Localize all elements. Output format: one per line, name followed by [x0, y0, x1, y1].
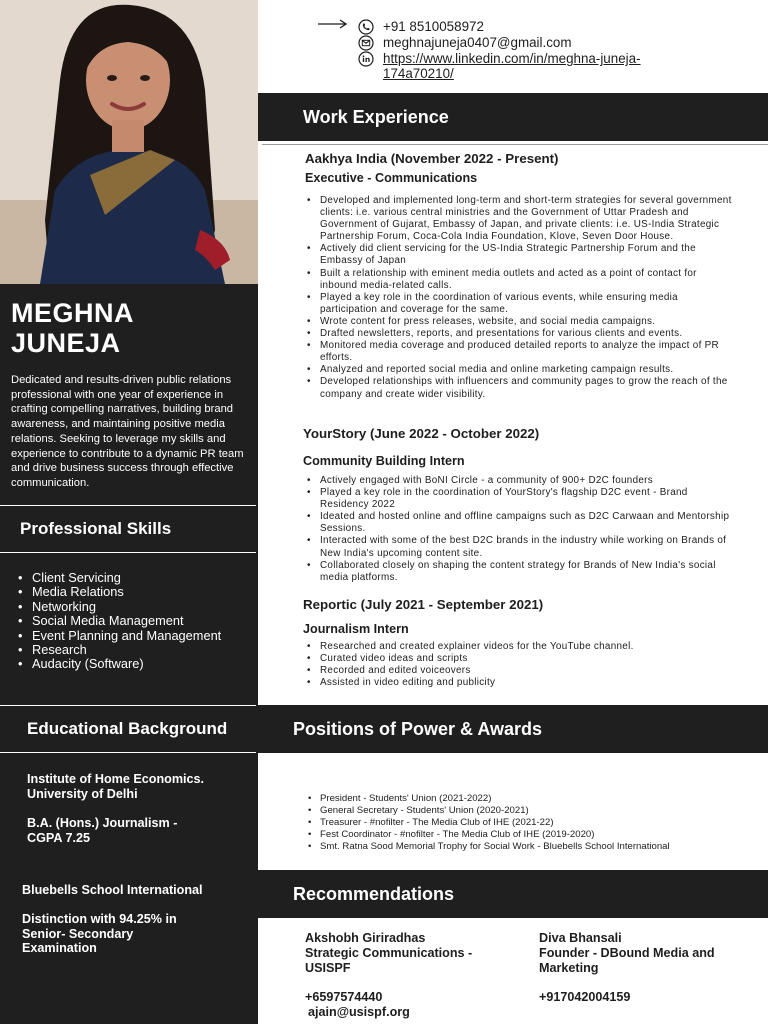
- job-bullet: • Analyzed and reported social media and online marketing campaign results.: [305, 364, 735, 376]
- position-item: • Fest Coordinator - #nofilter - The Media Club of IHE (2019-2020): [306, 829, 670, 841]
- linkedin-link-line[interactable]: 174a70210/: [383, 66, 454, 81]
- position-item: • Treasurer - #nofilter - The Media Club of IHE (2021-22): [306, 817, 670, 829]
- recommender-role: Strategic Communications -: [305, 946, 473, 960]
- job-title: Reportic (July 2021 - September 2021): [303, 597, 544, 612]
- section-header-education: Educational Background: [0, 705, 256, 753]
- recommender-phone: +6597574440: [305, 990, 383, 1004]
- position-item: • President - Students' Union (2021-2022): [306, 793, 670, 805]
- linkedin-link[interactable]: [383, 51, 641, 81]
- institute-line: Institute of Home Economics.: [27, 772, 205, 786]
- contact-phone[interactable]: [358, 19, 484, 35]
- skill-item: • Research: [14, 643, 221, 657]
- job-bullet: • Curated video ideas and scripts: [305, 653, 735, 665]
- linkedin-link-line[interactable]: https://www.linkedin.com/in/meghna-juneja-: [383, 51, 641, 66]
- job-bullet: • Actively did client servicing for the US-India Strategic Partnership Forum and the Embassy of Japan: [305, 243, 735, 267]
- section-divider: [262, 144, 768, 145]
- job-title: YourStory (June 2022 - October 2022): [303, 426, 540, 441]
- distinction-line: Distinction with 94.25% in: [22, 912, 177, 926]
- distinction-line: Senior- Secondary: [22, 926, 134, 941]
- job-bullet: • Recorded and edited voiceovers: [305, 665, 735, 677]
- phone-number: +91 8510058972: [383, 19, 484, 34]
- candidate-name: [11, 298, 134, 358]
- job-title: Aakhya India (November 2022 - Present): [305, 151, 559, 166]
- job-bullet: • Played a key role in the coordination of YourStory's flagship D2C event - Brand Residency 2022: [305, 487, 735, 511]
- section-header-work: Work Experience: [258, 93, 768, 141]
- degree-line: CGPA 7.25: [27, 830, 90, 845]
- profile-summary: Dedicated and results-driven public relations professional with one year of experience in crafting compelling narratives, building brand awareness, and maintaining positive media relations. Seeking to leverage my skills and experience to contribute to a dynamic PR team and drive business success through effective communication.: [11, 374, 244, 489]
- section-header-skills: Professional Skills: [0, 505, 256, 553]
- job-bullet: • Drafted newsletters, reports, and presentations for various clients and events.: [305, 328, 735, 340]
- email-icon: [358, 35, 374, 51]
- education-school: Bluebells School International: [22, 883, 203, 897]
- profile-photo: [0, 0, 258, 284]
- job-bullet: • Ideated and hosted online and offline campaigns such as D2C Carwaan and Mentorship Sessions.: [305, 511, 735, 535]
- contact-linkedin[interactable]: [358, 51, 641, 81]
- job-bullet: • Interacted with some of the best D2C brands in the industry while working on Brands of New India's upcoming content site.: [305, 535, 735, 559]
- education-institute: [27, 772, 204, 801]
- job-role: Community Building Intern: [303, 454, 465, 468]
- linkedin-icon: [358, 51, 374, 67]
- job-bullet: • Built a relationship with eminent media outlets and acted as a point of contact for inbound media-related calls.: [305, 268, 735, 292]
- section-header-recommendations: Recommendations: [258, 870, 768, 918]
- job-bullets: [305, 641, 735, 689]
- recommendation-card: [539, 931, 749, 1005]
- position-item: • General Secretary - Students' Union (2020-2021): [306, 805, 670, 817]
- education-degree: [27, 816, 177, 845]
- name-first: MEGHNA: [11, 298, 134, 328]
- job-bullet: • Collaborated closely on shaping the content strategy for Brands of New India's social media platforms.: [305, 560, 735, 584]
- arrow-right-icon: [318, 18, 348, 30]
- name-last: JUNEJA: [11, 328, 121, 358]
- recommender-role: USISPF: [305, 961, 351, 975]
- sidebar: [0, 0, 258, 1024]
- job-bullets: [305, 195, 735, 401]
- job-bullet: • Actively engaged with BoNI Circle - a community of 900+ D2C founders: [305, 475, 735, 487]
- skill-item: • Event Planning and Management: [14, 629, 221, 643]
- recommender-name: Diva Bhansali: [539, 931, 622, 945]
- recommender-name: Akshobh Giriradhas: [305, 931, 426, 945]
- distinction-line: Examination: [22, 941, 97, 955]
- position-item: • Smt. Ratna Sood Memorial Trophy for Social Work - Bluebells School International: [306, 841, 670, 853]
- email-address: meghnajuneja0407@gmail.com: [383, 35, 572, 50]
- positions-list: [306, 793, 670, 853]
- recommender-role: Marketing: [539, 961, 599, 975]
- job-bullet: • Developed and implemented long-term and short-term strategies for several government clients: i.e. various central ministries and the Government of Uttar Pradesh and Government of Gujarat, Embassy of Japan, and private clients: i.e. US-India Strategic Partnership Forum, Coca-Cola India Foundation, Klove, Seven Door House.: [305, 195, 735, 243]
- job-bullet: • Played a key role in the coordination of various events, while ensuring media participation and coverage for the same.: [305, 292, 735, 316]
- skill-item: • Audacity (Software): [14, 657, 221, 671]
- skill-item: • Social Media Management: [14, 614, 221, 628]
- phone-icon: [358, 19, 374, 35]
- recommender-role: Founder - DBound Media and: [539, 946, 715, 960]
- section-header-positions: Positions of Power & Awards: [258, 705, 768, 753]
- job-role: Executive - Communications: [305, 171, 478, 185]
- job-bullet: • Wrote content for press releases, website, and social media campaigns.: [305, 316, 735, 328]
- education-distinction: [22, 912, 177, 956]
- job-bullet: • Researched and created explainer videos for the YouTube channel.: [305, 641, 735, 653]
- job-bullet: • Assisted in video editing and publicity: [305, 677, 735, 689]
- portrait-illustration: [0, 0, 258, 284]
- job-bullets: [305, 475, 735, 584]
- skill-item: • Client Servicing: [14, 571, 221, 585]
- institute-line: University of Delhi: [27, 786, 138, 801]
- skill-item: • Networking: [14, 600, 221, 614]
- degree-line: B.A. (Hons.) Journalism -: [27, 816, 178, 830]
- skills-list: [14, 571, 221, 672]
- contact-email[interactable]: [358, 35, 572, 51]
- job-bullet: • Monitored media coverage and produced detailed reports to analyze the impact of PR efforts.: [305, 340, 735, 364]
- recommender-email[interactable]: ajain@usispf.org: [308, 1005, 410, 1019]
- recommender-phone: +917042004159: [539, 990, 631, 1004]
- job-bullet: • Developed relationships with influencers and community pages to grow the reach of the company and create wider visibility.: [305, 376, 735, 400]
- recommendation-card: [305, 931, 505, 1020]
- job-role: Journalism Intern: [303, 622, 409, 636]
- skill-item: • Media Relations: [14, 585, 221, 599]
